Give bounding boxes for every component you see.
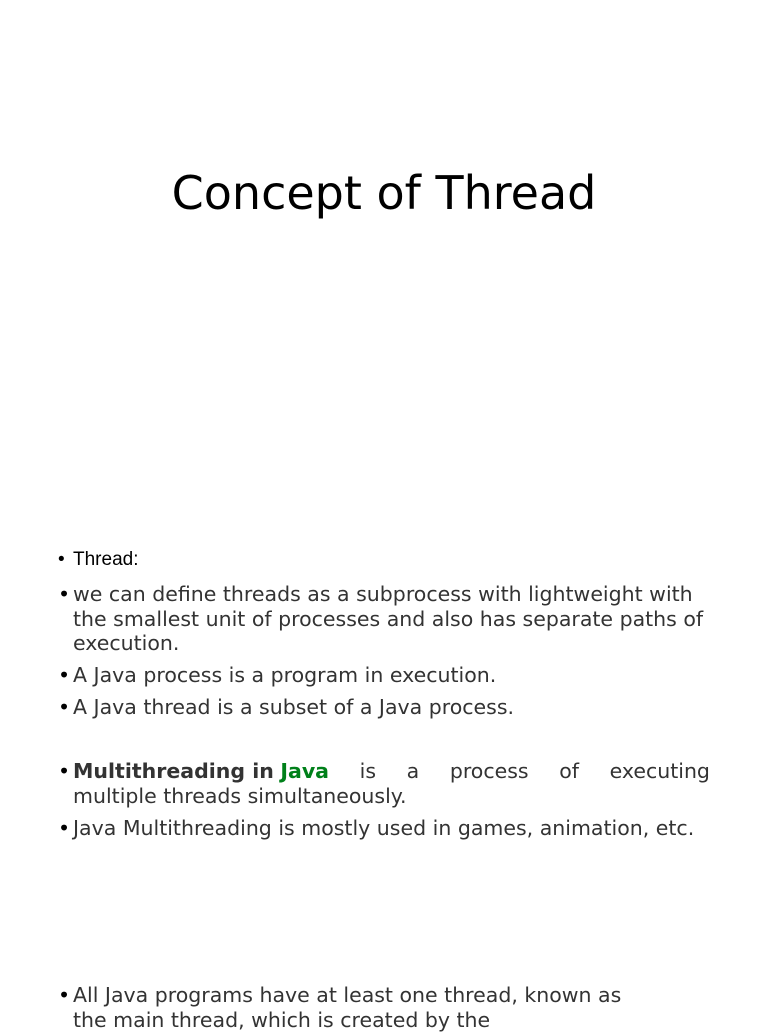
bullet-dot: • [58, 695, 70, 720]
bullet-text: Thread: [73, 549, 138, 570]
bullet-java-thread [58, 695, 710, 720]
bullet-word: process [450, 759, 529, 784]
bullet-dot: • [58, 759, 70, 784]
bullet-dot: • [58, 582, 70, 607]
bullet-dot: • [58, 816, 70, 841]
bullet-dot: • [58, 548, 65, 573]
bullet-text: A Java process is a program in execution. [73, 663, 496, 687]
bullet-word: executing [610, 759, 710, 784]
java-link[interactable]: Java [280, 759, 329, 783]
bullet-word: of [559, 759, 579, 784]
bullet-line [73, 759, 710, 784]
bullet-word: a [407, 759, 420, 784]
bullet-main-thread [58, 983, 710, 1032]
bullet-word: is [360, 759, 376, 784]
bullet-line: multiple threads simultaneously. [73, 784, 710, 809]
bullet-dot: • [58, 983, 70, 1008]
bullet-dot: • [58, 663, 70, 688]
multithreading-bold-text: Multithreading in [73, 759, 274, 783]
bullet-multithreading-usage [58, 816, 710, 841]
slide-title: Concept of Thread [0, 164, 768, 222]
bullet-line: All Java programs have at least one thread, known as [73, 983, 710, 1008]
bullet-multithreading [58, 759, 710, 808]
bullet-text: we can define threads as a subprocess with lightweight with the smallest unit of processes and also has separate paths of execution. [73, 582, 703, 655]
bullet-thread-heading [58, 548, 710, 573]
bullet-thread-definition [58, 582, 710, 656]
bullet-java-process [58, 663, 710, 688]
bullet-text: Java Multithreading is mostly used in games, animation, etc. [73, 816, 694, 840]
bullet-text: A Java thread is a subset of a Java process. [73, 695, 514, 719]
bullet-line: the main thread, which is created by the [73, 1008, 710, 1032]
